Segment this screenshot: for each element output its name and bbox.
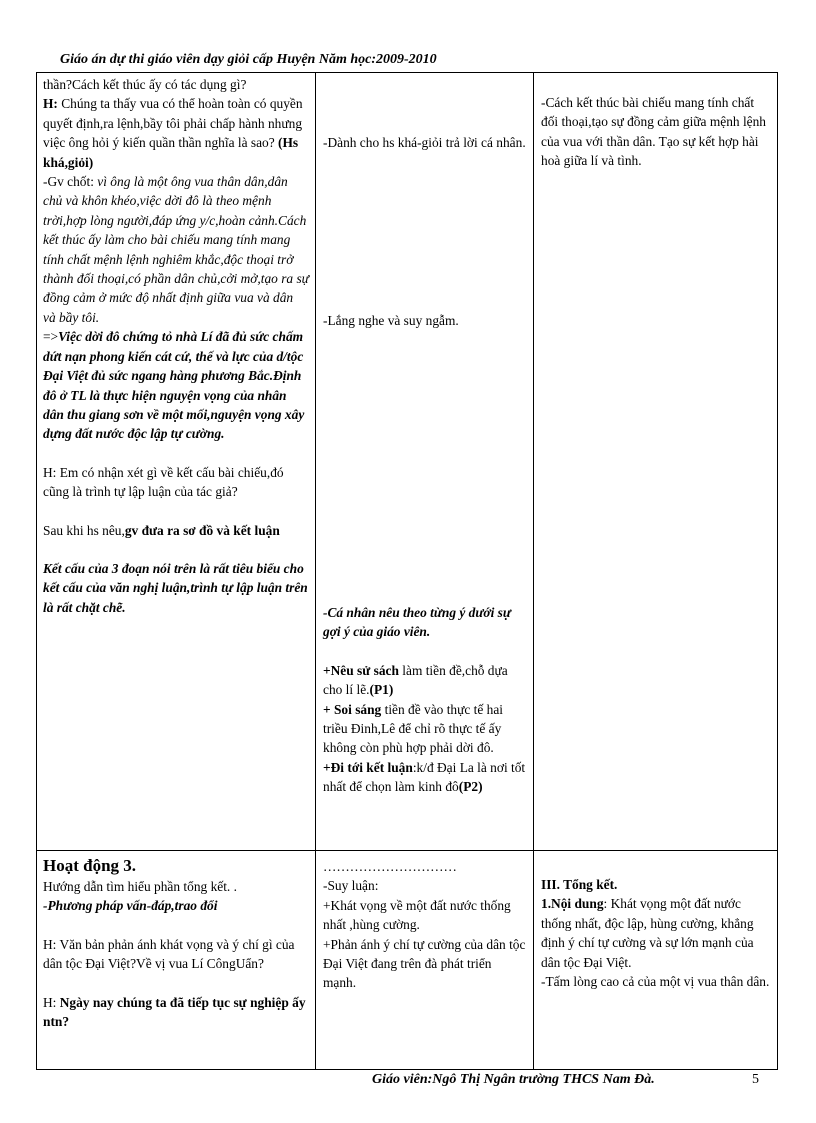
question-2: H: Chúng ta thấy vua có thể hoàn toàn có quyền quyết định,ra lệnh,bầy tôi phải chấp hành nhưng việc ông hỏi ý kiến quần thần nghĩa là sao? (Hs khá,giỏi) <box>43 96 303 170</box>
conclusion: =>Việc dời đô chứng tỏ nhà Lí đã đủ sức chấm dứt nạn phong kiến cát cứ, thế và lực của d/tộc Đại Việt đủ sức ngang hàng phương Bắc.Định đô ở TL là thực hiện nguyện vọng của nhân dân thu giang sơn về một mối,nguyện vọng xây dựng đất nước độc lập tự cường. <box>43 329 305 442</box>
will-answer: +Phản ánh ý chí tự cường của dân tộc Đại Việt đang trên đà phát triển mạnh. <box>323 936 526 991</box>
page-footer: Giáo viên:Ngô Thị Ngân trường THCS Nam Đà. <box>372 1072 655 1087</box>
noble-heart: -Tấm lòng cao cả của một vị vua thân dân. <box>541 974 770 990</box>
student-listen: -Lắng nghe và suy ngẫm. <box>323 313 459 328</box>
question-today: H: Ngày nay chúng ta đã tiếp tục sự nghiệp ấy ntn? <box>43 994 306 1030</box>
question-line-1: thần?Cách kết thúc ấy có tác dụng gì? <box>43 77 247 92</box>
dotted-line: ………………………… <box>323 859 457 874</box>
page-header: Giáo án dự thi giáo viên dạy giỏi cấp Huyện Năm học:2009-2010 <box>60 52 437 67</box>
point-1: +Nêu sử sách làm tiền đề,chỗ dựa cho lí lẽ.(P1) <box>323 662 508 698</box>
point-3: +Đi tới kết luận:k/đ Đại La là nơi tốt nhất để chọn làm kinh đô(P2) <box>323 759 526 795</box>
student-answer-advanced: -Dành cho hs khá-giỏi trả lời cá nhân. <box>323 135 526 150</box>
row-divider <box>37 850 777 851</box>
column-divider-2 <box>533 73 534 1069</box>
student-points-section <box>323 603 527 797</box>
activity-3-subtitle: Hướng dẫn tìm hiểu phần tổng kết. . <box>43 879 237 894</box>
column-divider-1 <box>315 73 316 1069</box>
student-individual: -Cá nhân nêu theo từng ý dưới sự gợi ý của giáo viên. <box>323 605 511 640</box>
teacher-summary: -Gv chốt: vì ông là một ông vua thân dân,dân chủ và khôn khéo,việc dời đô là theo mệnh trời,hợp lòng người,đáp ứng y/c,hoàn cảnh.Cách kết thúc ấy làm cho bài chiếu mang tính mang tính chất mệnh lệnh nghiêm khắc,độc thoại trở thành đối thoại,có phần dân chủ,cởi mở,tạo ra sự đồng cảm ở mức độ nhất định giữa vua và dân và bầy tôi. <box>43 174 309 325</box>
structure-conclusion: Kết cấu của 3 đoạn nói trên là rất tiêu biểu cho kết cấu của văn nghị luận,trình tự lập luận trên là rất chặt chẽ. <box>43 560 308 615</box>
summary-section <box>541 875 771 991</box>
teacher-activity-column <box>43 75 309 617</box>
lesson-table <box>36 72 778 1070</box>
student-summary-section <box>323 857 527 993</box>
question-structure: H: Em có nhận xét gì về kết cấu bài chiếu,đó cũng là trình tự lập luận của tác giả? <box>43 464 284 500</box>
activity-3-section <box>43 855 309 1031</box>
activity-3-method: -Phương pháp vấn-đáp,trao đổi <box>43 898 218 914</box>
page-number: 5 <box>752 1072 759 1087</box>
point-2: + Soi sáng tiền đề vào thực tế hai triều Đinh,Lê để chỉ rõ thực tế ấy không còn phù hợp phải dời đô. <box>323 701 504 756</box>
activity-3-title: Hoạt động 3. <box>43 856 137 875</box>
aspiration-answer: +Khát vọng về một đất nước thống nhất ,hùng cường. <box>323 897 511 933</box>
content-summary: 1.Nội dung: Khát vọng một đất nước thống nhất, độc lập, hùng cường, khẳng định ý chí tự cường và sự lớn mạnh của dân tộc Đại Việt. <box>541 896 754 970</box>
question-aspiration: H: Văn bản phản ánh khát vọng và ý chí gì của dân tộc Đại Việt?Về vị vua Lí CôngUẩn? <box>43 936 295 972</box>
summary-heading: III. Tổng kết. <box>541 877 618 892</box>
ending-note: -Cách kết thúc bài chiếu mang tính chất đối thoại,tạo sự đồng cảm giữa mệnh lệnh của vua với thần dân. Tạo sự kết hợp hài hoà giữa lí và tình. <box>541 95 766 169</box>
inference-label: -Suy luận: <box>323 878 379 894</box>
after-student-answer: Sau khi hs nêu,gv đưa ra sơ đồ và kết luận <box>43 522 280 538</box>
